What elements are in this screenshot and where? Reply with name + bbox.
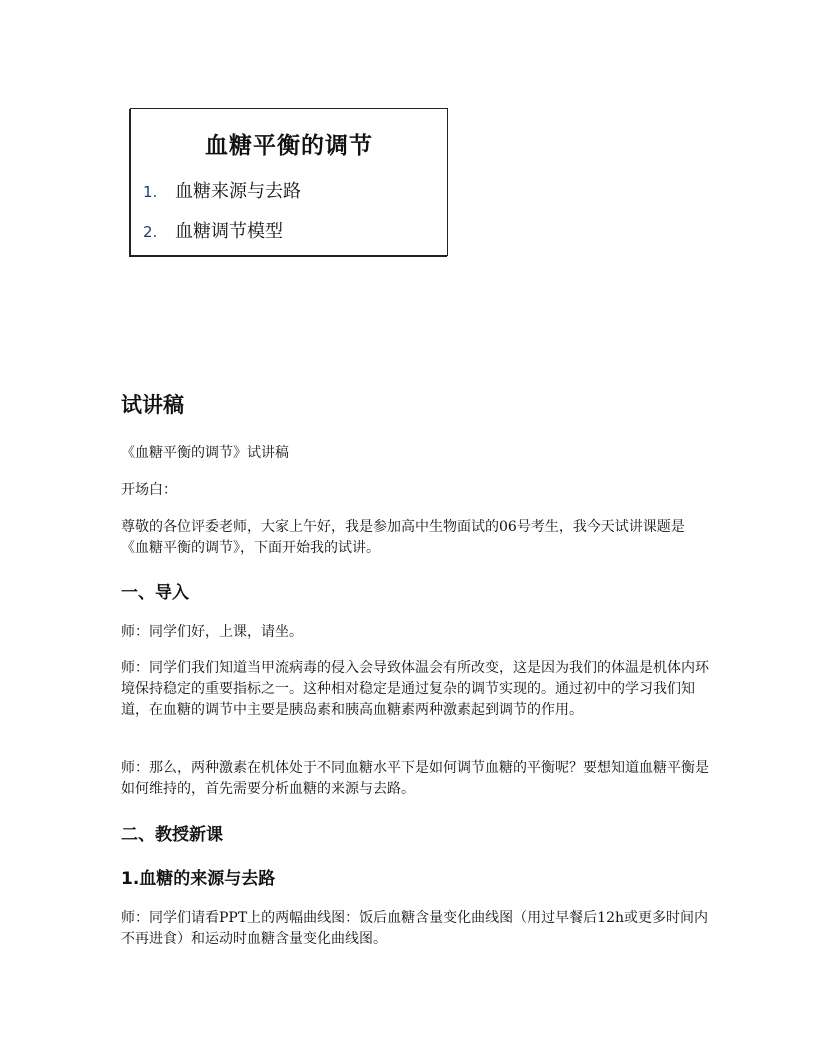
outline-item-number: 2. bbox=[143, 223, 158, 241]
document-heading: 试讲稿 bbox=[121, 393, 184, 417]
subsection-heading: 1.血糖的来源与去路 bbox=[121, 869, 276, 889]
document-subtitle: 《血糖平衡的调节》试讲稿 bbox=[121, 445, 289, 461]
outline-item bbox=[143, 217, 283, 243]
outline-item-text: 血糖调节模型 bbox=[175, 221, 283, 242]
section-heading-intro: 一、导入 bbox=[121, 583, 189, 603]
outline-item-number: 1. bbox=[143, 183, 158, 201]
opening-paragraph: 尊敬的各位评委老师，大家上午好，我是参加高中生物面试的06号考生，我今天试讲课题是《血糖平衡的调节》，下面开始我的试讲。 bbox=[121, 519, 685, 556]
opening-label: 开场白： bbox=[121, 482, 177, 498]
section-heading-new-lesson: 二、教授新课 bbox=[121, 825, 223, 845]
slide-title: 血糖平衡的调节 bbox=[205, 133, 373, 159]
paragraph: 师：同学们我们知道当甲流病毒的侵入会导致体温会有所改变，这是因为我们的体温是机体内环境保持稳定的重要指标之一。这种相对稳定是通过复杂的调节实现的。通过初中的学习我们知道，在血糖的调节中主要是胰岛素和胰高血糖素两种激素起到调节的作用。 bbox=[121, 660, 709, 718]
paragraph: 师：那么，两种激素在机体处于不同血糖水平下是如何调节血糖的平衡呢？要想知道血糖平衡是如何维持的，首先需要分析血糖的来源与去路。 bbox=[121, 760, 709, 797]
paragraph: 师：同学们请看PPT上的两幅曲线图：饭后血糖含量变化曲线图（用过早餐后12h或更多时间内不再进食）和运动时血糖含量变化曲线图。 bbox=[121, 910, 709, 947]
slide-outline-box bbox=[130, 108, 448, 256]
paragraph: 师：同学们好，上课，请坐。 bbox=[121, 624, 303, 640]
outline-item bbox=[143, 177, 301, 203]
outline-item-text: 血糖来源与去路 bbox=[175, 181, 301, 202]
